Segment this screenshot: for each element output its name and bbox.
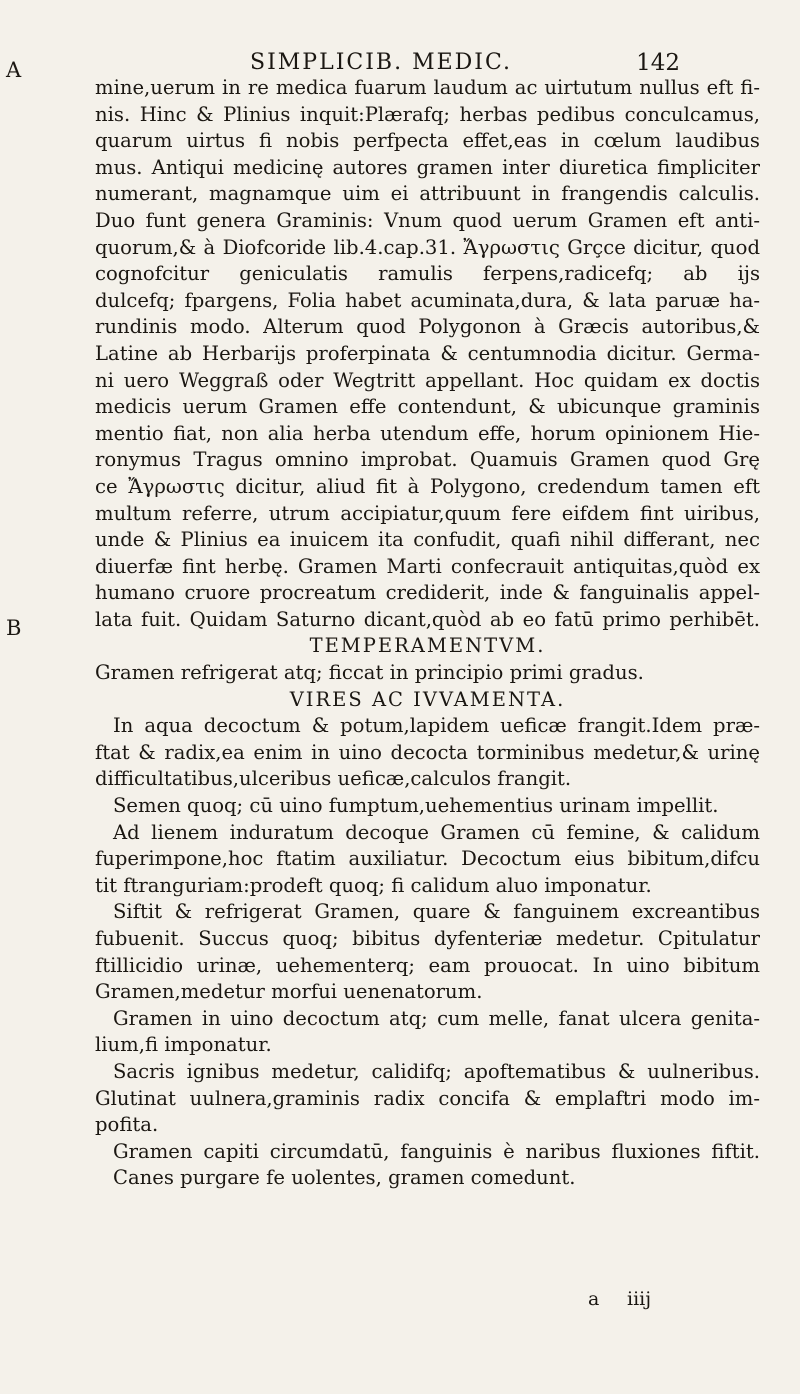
text-line: Semen quoq; cū uino fumptum,uehementius urinam impellit.	[113, 794, 719, 818]
text-line: Ad lienem induratum decoque Gramen cū femine, & calidum	[113, 820, 760, 844]
text-line: quarum uirtus fi nobis perfpecta effet,eas in cœlum laudibus	[95, 129, 760, 153]
text-line: pofita.	[95, 1113, 159, 1137]
text-line: mus. Antiqui medicinę autores gramen inter diuretica fimpliciter	[95, 155, 760, 179]
text-line: Duo funt genera Graminis: Vnum quod uerum Gramen eft anti-	[95, 208, 760, 232]
text-line: Siftit & refrigerat Gramen, quare & fanguinem excreantibus	[113, 900, 760, 924]
text-line: ni uero Weggraß oder Wegtritt appellant. Hoc quidam ex doctis	[95, 368, 760, 392]
text-line: quorum,& à Diofcoride lib.4.cap.31. Ἄγρωστις Grçce dicitur, quod	[95, 235, 760, 259]
text-line: diuerfæ fint herbę. Gramen Marti confecrauit antiquitas,quòd ex	[95, 554, 760, 578]
text-line: rundinis modo. Alterum quod Polygonon à Græcis autoribus,&	[95, 315, 760, 339]
text-line: Sacris ignibus medetur, calidifq; apoftematibus & uulneribus.	[113, 1059, 760, 1083]
signature-number: iiij	[627, 1288, 652, 1310]
text-line: mentio fiat, non alia herba utendum effe, horum opinionem Hie-	[95, 421, 760, 445]
signature-letter: a	[588, 1288, 600, 1310]
text-line: unde & Plinius ea inuicem ita confudit, quafi nihil differant, nec	[95, 528, 760, 552]
text-line: nis. Hinc & Plinius inquit:Plærafq; herbas pedibus conculcamus,	[95, 102, 760, 126]
text-line: lium,fi imponatur.	[95, 1033, 272, 1057]
text-line: ftat & radix,ea enim in uino decocta torminibus medetur,& urinę	[95, 740, 760, 764]
margin-letter-b: B	[6, 616, 22, 640]
text-line: humano cruore procreatum crediderit, inde & fanguinalis appel-	[95, 581, 760, 605]
text-line: Glutinat uulnera,graminis radix concifa & emplaftri modo im-	[95, 1086, 760, 1110]
text-line: lata fuit. Quidam Saturno dicant,quòd ab eo fatū primo perhibēt.	[95, 607, 760, 631]
main-text-block	[95, 75, 760, 1192]
text-line: dulcefq; fpargens, Folia habet acuminata,dura, & lata paruæ ha-	[95, 288, 760, 312]
text-line: tit ftranguriam:prodeft quoq; fi calidum aluo imponatur.	[95, 873, 652, 897]
text-line: Canes purgare fe uolentes, gramen comedunt.	[113, 1166, 576, 1190]
text-line: Latine ab Herbarijs proferpinata & centumnodia dicitur. Germa-	[95, 341, 760, 365]
text-line: numerant, magnamque uim ei attribuunt in frangendis calculis.	[95, 182, 760, 206]
text-line: fubuenit. Succus quoq; bibitus dyfenteriæ medetur. Cpitulatur	[95, 927, 760, 950]
page-number: 142	[636, 50, 680, 76]
text-line: Gramen,medetur morfui uenenatorum.	[95, 980, 483, 1004]
text-line: medicis uerum Gramen effe contendunt, & ubicunque graminis	[95, 395, 760, 419]
text-line: difficultatibus,ulceribus ueficæ,calculos frangit.	[95, 767, 572, 791]
text-line: cognofcitur geniculatis ramulis ferpens,radicefq; ab ijs	[95, 262, 760, 286]
text-line: Gramen capiti circumdatū, fanguinis è naribus fluxiones fiftit.	[113, 1139, 760, 1163]
section-heading-vires: VIRES AC IVVAMENTA.	[289, 687, 566, 711]
text-line: multum referre, utrum accipiatur,quum fere eifdem fint uiribus,	[95, 501, 760, 525]
text-line: In aqua decoctum & potum,lapidem ueficæ frangit.Idem præ-	[113, 714, 760, 738]
running-header	[250, 50, 680, 76]
text-line: Gramen in uino decoctum atq; cum melle, fanat ulcera genita-	[113, 1006, 760, 1030]
text-line: mine,uerum in re medica fuarum laudum ac uirtutum nullus eft fi-	[95, 76, 760, 99]
margin-letter-a: A	[6, 58, 22, 82]
temperamentum-text: Gramen refrigerat atq; ficcat in principio primi gradus.	[95, 661, 644, 685]
text-line: ce Ἄγρωστις dicitur, aliud fit à Polygono, credendum tamen eft	[95, 474, 760, 498]
text-line: fuperimpone,hoc ftatim auxiliatur. Decoctum eius bibitum,difcu	[95, 847, 760, 871]
text-line: ftillicidio urinæ, uehementerq; eam prouocat. In uino bibitum	[95, 953, 760, 977]
section-heading-temperamentum: TEMPERAMENTVM.	[309, 634, 546, 658]
running-title: SIMPLICIB. MEDIC.	[250, 50, 513, 75]
text-line: ronymus Tragus omnino improbat. Quamuis Gramen quod Grę	[95, 448, 760, 472]
